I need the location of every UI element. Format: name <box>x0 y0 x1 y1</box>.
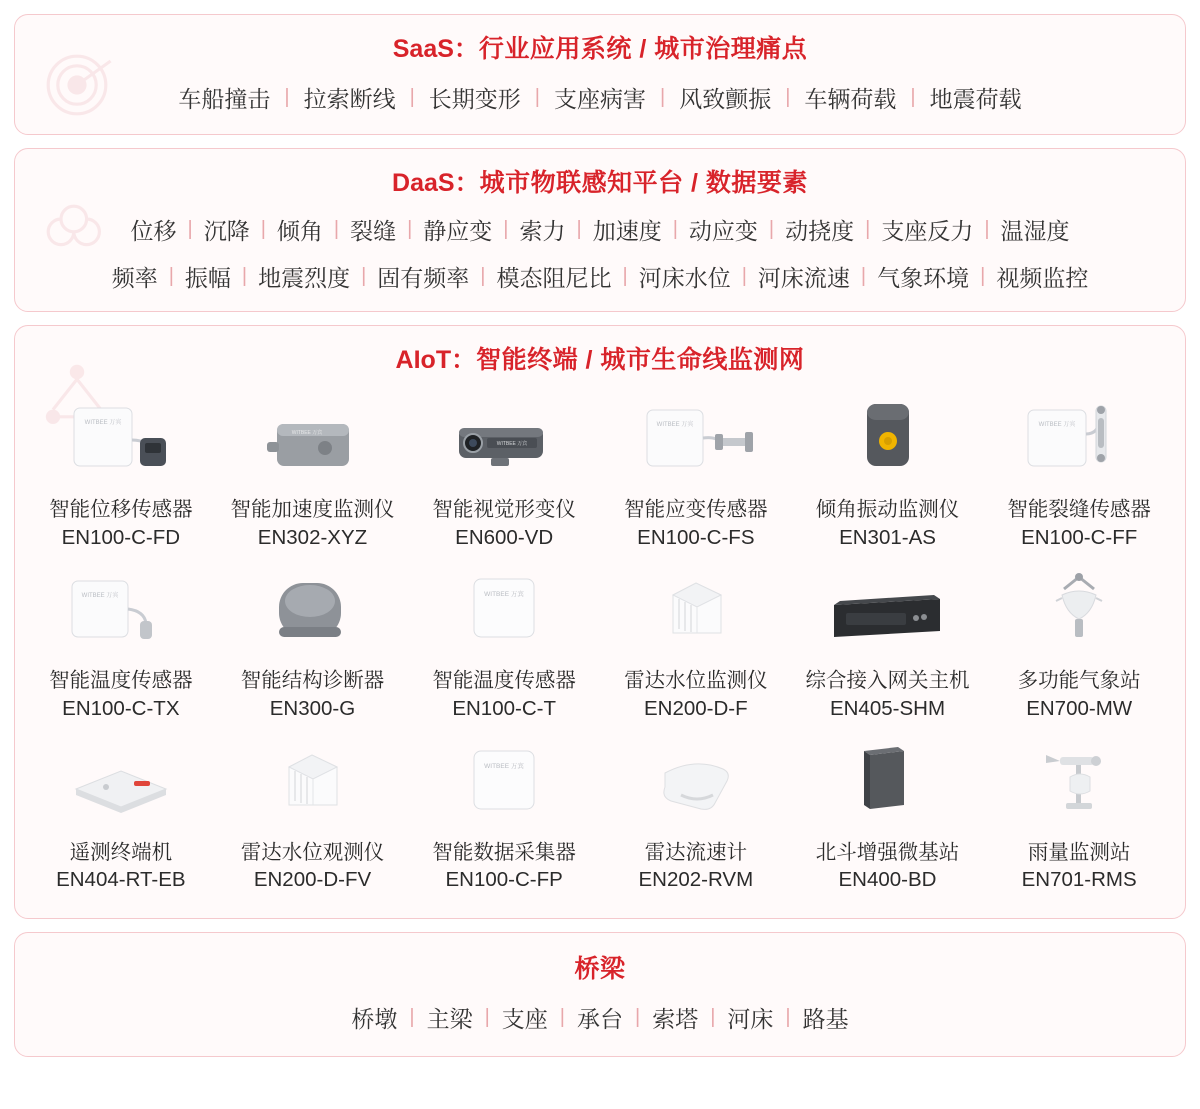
device-name: 智能温度传感器 <box>432 669 576 693</box>
saas-title-en: SaaS： <box>392 35 479 63</box>
daas-tag: 动应变 <box>688 218 758 244</box>
separator: | <box>187 218 193 240</box>
radar-water-observer-icon <box>237 737 387 833</box>
displacement-sensor-icon <box>46 394 196 490</box>
daas-tag: 裂缝 <box>350 218 397 244</box>
device-name: 倾角振动监测仪 <box>815 498 960 521</box>
saas-tag: 拉索断线 <box>303 86 396 112</box>
device-model: EN701-RMS <box>1021 868 1137 892</box>
daas-panel <box>14 148 1186 312</box>
daas-title <box>15 149 1185 209</box>
saas-tag: 长期变形 <box>428 86 521 112</box>
svg-text:WITBEE 万宾: WITBEE 万宾 <box>656 422 694 428</box>
svg-text:WITBEE 万宾: WITBEE 万宾 <box>484 762 525 770</box>
device-name: 智能裂缝传感器 <box>1007 498 1151 521</box>
device-name: 智能数据采集器 <box>432 840 576 864</box>
separator: | <box>622 265 628 287</box>
device-model: EN300-G <box>269 697 356 721</box>
aiot-title-cn: 智能终端 / 城市生命线监测网 <box>476 346 805 374</box>
saas-title <box>15 15 1185 75</box>
device-model: EN100-C-FF <box>1021 525 1138 549</box>
daas-tag: 索力 <box>519 218 566 244</box>
bridge-tag: 支座 <box>501 1006 548 1033</box>
separator: | <box>785 1006 791 1029</box>
separator: | <box>672 218 678 240</box>
strain-sensor-icon <box>621 394 771 490</box>
separator: | <box>503 218 509 240</box>
crack-sensor-icon <box>1004 394 1154 490</box>
device-name: 智能加速度监测仪 <box>230 498 395 521</box>
device-card[interactable] <box>600 561 792 728</box>
device-model: EN200-D-F <box>643 697 748 721</box>
tilt-vibration-monitor-icon <box>812 394 962 490</box>
device-model: EN100-C-TX <box>62 697 180 721</box>
separator: | <box>576 218 582 240</box>
saas-panel <box>14 14 1186 135</box>
device-model: EN404-RT-EB <box>56 868 186 892</box>
device-name: 智能应变传感器 <box>624 498 768 521</box>
separator: | <box>860 265 867 287</box>
separator: | <box>984 218 990 240</box>
device-name: 雷达流速计 <box>644 840 748 864</box>
temperature-sensor-icon <box>46 565 196 661</box>
daas-tag-rows <box>15 209 1185 311</box>
bridge-tag-rows <box>15 995 1185 1056</box>
saas-tag: 风致颤振 <box>679 86 772 112</box>
saas-tag: 车船撞击 <box>178 86 271 112</box>
separator: | <box>168 265 174 287</box>
aiot-title-en: AIoT： <box>395 346 477 374</box>
daas-tag: 沉降 <box>203 218 250 244</box>
device-card[interactable] <box>600 733 792 900</box>
separator: | <box>534 86 540 108</box>
daas-title-cn: 城市物联感知平台 / 数据要素 <box>479 169 808 197</box>
separator: | <box>768 218 775 240</box>
device-model: EN600-VD <box>455 525 554 549</box>
separator: | <box>284 86 290 108</box>
device-name: 综合接入网关主机 <box>805 669 970 693</box>
daas-tag: 河床流速 <box>757 265 850 291</box>
saas-tag-rows <box>15 75 1185 134</box>
beidou-base-station-icon <box>812 737 962 833</box>
device-model: EN700-MW <box>1026 697 1133 721</box>
device-card[interactable] <box>983 733 1175 900</box>
bridge-panel <box>14 932 1186 1057</box>
daas-title-en: DaaS： <box>392 169 480 197</box>
daas-tag: 倾角 <box>276 218 323 244</box>
device-name: 雷达水位监测仪 <box>624 669 768 693</box>
device-grid <box>15 386 1185 918</box>
device-model: EN100-C-FS <box>637 525 755 549</box>
daas-tag: 地震烈度 <box>258 265 351 291</box>
device-card[interactable] <box>983 390 1175 557</box>
gateway-host-icon <box>812 565 962 661</box>
separator: | <box>785 86 791 108</box>
saas-title-cn: 行业应用系统 / 城市治理痛点 <box>478 35 808 63</box>
daas-tag: 视频监控 <box>996 265 1089 291</box>
device-card[interactable] <box>983 561 1175 728</box>
saas-tag: 支座病害 <box>554 86 646 112</box>
device-name: 雷达水位观测仪 <box>240 840 385 864</box>
separator: | <box>407 218 413 240</box>
bridge-tag: 主梁 <box>426 1006 473 1033</box>
bridge-tag: 桥墩 <box>351 1006 398 1033</box>
daas-tag: 模态阻尼比 <box>496 265 612 291</box>
device-card[interactable] <box>25 561 217 728</box>
device-model: EN202-RVM <box>638 868 754 892</box>
separator: | <box>241 265 248 287</box>
bridge-tag: 承台 <box>577 1006 623 1033</box>
device-name: 智能视觉形变仪 <box>432 498 576 521</box>
device-card[interactable] <box>25 733 217 900</box>
temperature-panel-icon <box>429 565 579 661</box>
separator: | <box>260 218 266 240</box>
saas-tag: 车辆荷载 <box>804 86 897 112</box>
radar-water-level-icon <box>621 565 771 661</box>
device-card[interactable] <box>217 390 409 557</box>
bridge-tag: 河床 <box>727 1006 774 1033</box>
device-card[interactable] <box>792 561 984 728</box>
daas-tag: 气象环境 <box>877 265 970 291</box>
device-name: 智能结构诊断器 <box>240 669 385 693</box>
separator: | <box>980 265 986 287</box>
svg-text:WITBEE 万宾: WITBEE 万宾 <box>1038 422 1076 428</box>
daas-tag: 河床水位 <box>638 265 731 291</box>
separator: | <box>409 1006 415 1029</box>
daas-tag: 支座反力 <box>881 218 974 244</box>
svg-text:WITBEE 万宾: WITBEE 万宾 <box>292 430 323 436</box>
device-model: EN400-BD <box>838 868 937 892</box>
device-card[interactable] <box>25 390 217 557</box>
daas-tag-row-2 <box>15 260 1185 293</box>
device-name: 智能温度传感器 <box>49 669 193 693</box>
device-name: 多功能气象站 <box>1017 669 1141 693</box>
svg-text:WITBEE 万宾: WITBEE 万宾 <box>496 441 528 447</box>
device-card[interactable] <box>408 561 600 728</box>
daas-tag: 固有频率 <box>377 265 470 291</box>
device-model: EN100-C-FD <box>61 525 181 549</box>
device-name: 北斗增强微基站 <box>815 840 960 864</box>
device-name: 雨量监测站 <box>1027 840 1131 864</box>
separator: | <box>409 86 415 108</box>
daas-tag: 温湿度 <box>1000 218 1070 244</box>
bridge-tag: 路基 <box>802 1006 849 1033</box>
separator: | <box>559 1006 565 1029</box>
vision-camera-icon <box>429 394 579 490</box>
bridge-tag-row <box>15 1001 1185 1034</box>
device-card[interactable] <box>217 733 409 900</box>
device-card[interactable] <box>217 561 409 728</box>
bridge-tag: 索塔 <box>652 1006 699 1033</box>
bridge-title: 桥梁 <box>574 955 626 984</box>
device-card[interactable] <box>600 390 792 557</box>
separator: | <box>480 265 486 287</box>
separator: | <box>710 1006 716 1029</box>
acceleration-monitor-icon <box>237 394 387 490</box>
device-name: 智能位移传感器 <box>49 498 193 521</box>
separator: | <box>660 86 666 108</box>
daas-tag: 位移 <box>130 218 177 244</box>
device-model: EN200-D-FV <box>253 868 372 892</box>
separator: | <box>910 86 916 108</box>
device-model: EN405-SHM <box>829 697 946 721</box>
separator: | <box>484 1006 490 1029</box>
device-card[interactable] <box>792 390 984 557</box>
separator: | <box>741 265 747 287</box>
daas-tag-row-1 <box>15 213 1185 246</box>
svg-text:WITBEE 万宾: WITBEE 万宾 <box>484 591 525 599</box>
device-card[interactable] <box>408 390 600 557</box>
device-model: EN301-AS <box>839 525 936 549</box>
aiot-title <box>15 326 1185 386</box>
device-model: EN100-C-T <box>452 697 556 721</box>
svg-text:WITBEE 万宾: WITBEE 万宾 <box>81 593 119 600</box>
daas-tag: 动挠度 <box>785 218 855 244</box>
daas-tag: 静应变 <box>423 218 493 244</box>
daas-tag: 频率 <box>111 265 158 291</box>
svg-text:WITBEE 万宾: WITBEE 万宾 <box>84 420 122 426</box>
device-model: EN100-C-FP <box>445 868 563 892</box>
device-card[interactable] <box>408 733 600 900</box>
saas-tag: 地震荷载 <box>929 86 1022 112</box>
device-card[interactable] <box>792 733 984 900</box>
data-collector-icon <box>429 737 579 833</box>
separator: | <box>361 265 367 287</box>
aiot-panel <box>14 325 1186 919</box>
telemetry-terminal-icon <box>46 737 196 833</box>
rain-gauge-station-icon <box>1004 737 1154 833</box>
device-model: EN302-XYZ <box>257 525 368 549</box>
separator: | <box>635 1006 641 1029</box>
separator: | <box>865 218 871 240</box>
separator: | <box>333 218 340 240</box>
saas-tag-row <box>15 81 1185 114</box>
daas-tag: 加速度 <box>592 218 662 244</box>
radar-flow-meter-icon <box>621 737 771 833</box>
structure-diagnoser-icon <box>237 565 387 661</box>
weather-station-icon <box>1004 565 1154 661</box>
device-name: 遥测终端机 <box>69 840 173 864</box>
daas-tag: 振幅 <box>184 265 231 291</box>
